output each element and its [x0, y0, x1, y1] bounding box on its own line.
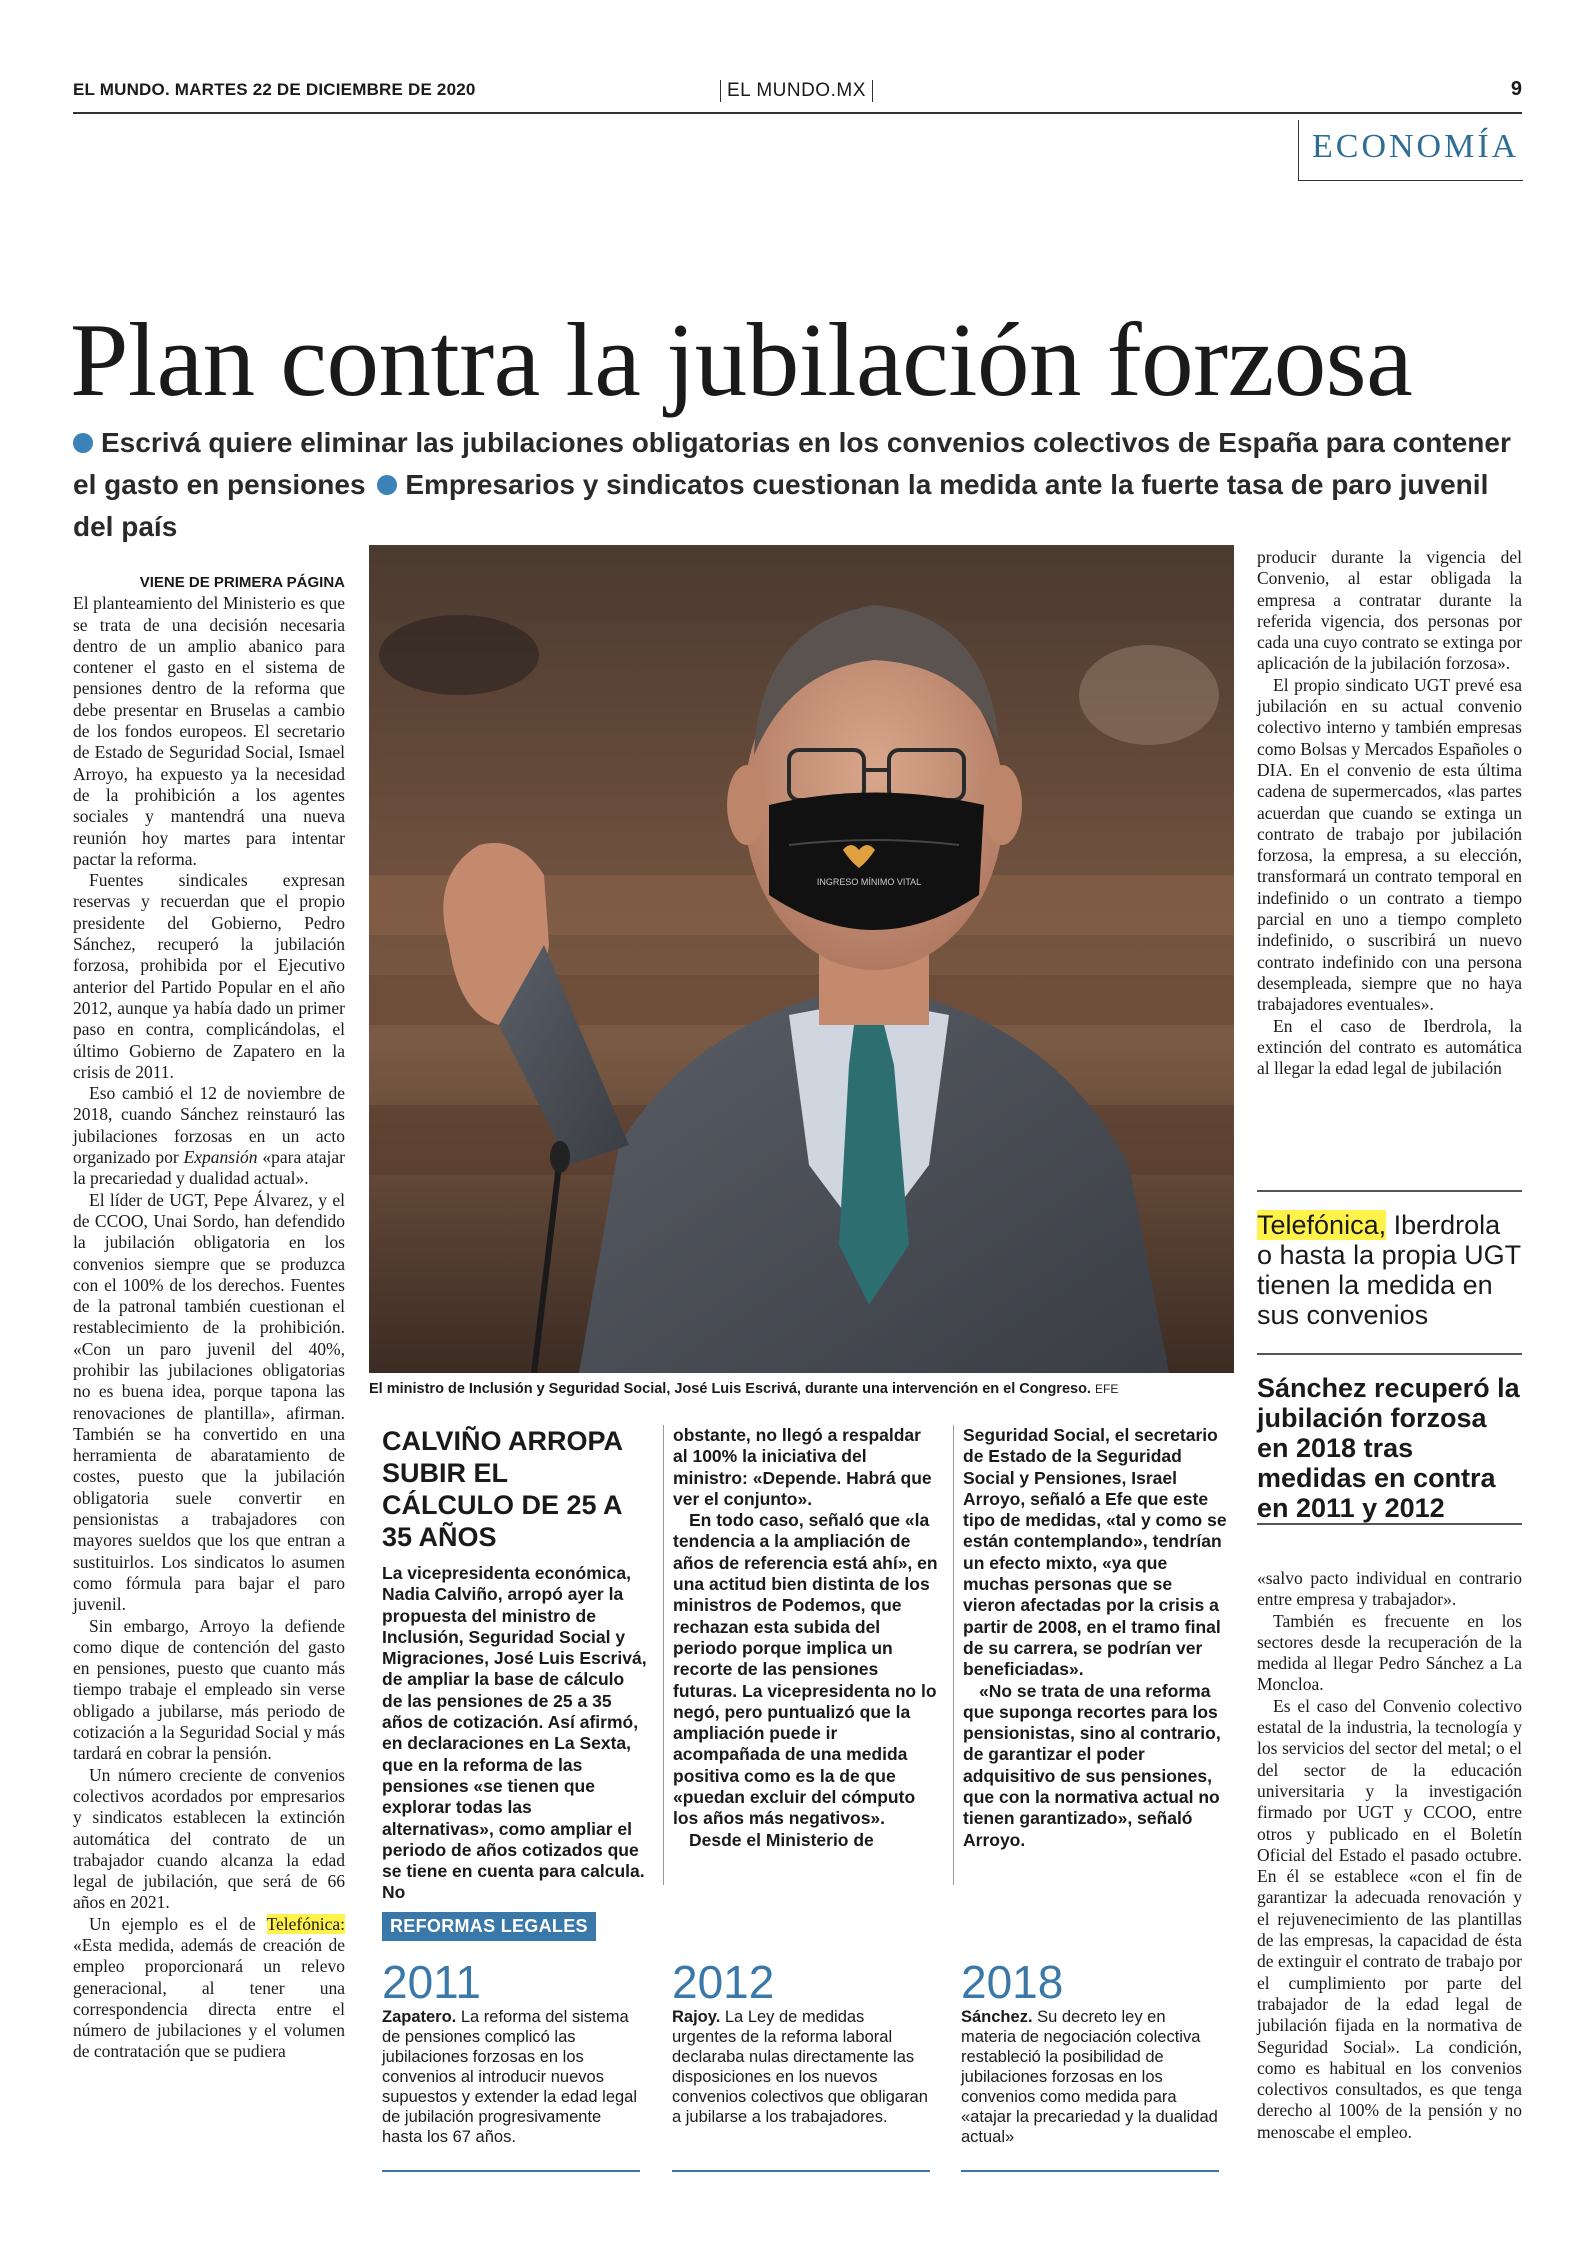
- paragraph: En el caso de Iberdrola, la extinción del contrato es automática al llegar la edad legal de jubilación: [1257, 1015, 1522, 1079]
- paragraph: En todo caso, señaló que «la tendencia a la ampliación de años de referencia está ahí», en una actitud bien distinta de los ministros de Podemos, que rechazan esta subida del periodo porque implica un recorte de las pensiones futuras. La vicepresidenta no lo negó, pero puntualizó que la ampliación puede ir acompañada de una medida positiva como es la de que «puedan excluir del cómputo los años más negativos».: [673, 1510, 938, 1829]
- bullet-dot-icon: [73, 433, 93, 453]
- paragraph: También es frecuente en los sectores desde la recuperación de la medida al llegar Pedro Sánchez a La Moncloa.: [1257, 1610, 1522, 1695]
- paragraph: Es el caso del Convenio colectivo estatal de la industria, la tecnología y los servicios del sector del metal; o el del sector de la educación universitaria y la investigación firmado por UGT y CCOO, entre otros y publicado en el Boletín Oficial del Estado el pasado octubre. En él se establece «con el fin de garantizar la adecuada renovación y el rejuvenecimiento de las plantillas de las empresas, la capacidad de ésta de extinguir el contrato de trabajo por el cumplimiento por parte del trabajador de la edad legal de jubilación fijada en la normativa de Seguridad Social». La condición, como es habitual en los convenios colectivos consultados, es que tenga derecho al 100% de la pensión y no menoscabe el empleo.: [1257, 1695, 1522, 2142]
- minister-photo: [369, 545, 1234, 1373]
- page-number: 9: [1510, 78, 1522, 100]
- reform-rule: [961, 2170, 1219, 2172]
- bullet-dot-icon: [377, 475, 397, 495]
- reform-text: Sánchez. Su decreto ley en materia de negociación colectiva restableció la posibilidad de jubilaciones forzosas en los convenios como medida para «atajar la precariedad y la dualidad actual»: [961, 2008, 1218, 2146]
- photo: [369, 545, 1234, 1373]
- reform-year: 2011: [382, 1956, 481, 2008]
- paragraph: Desde el Ministerio de: [689, 1829, 874, 1850]
- reform-rule: [672, 2170, 930, 2172]
- newspaper-dateline: EL MUNDO. MARTES 22 DE DICIEMBRE DE 2020: [73, 80, 476, 99]
- paragraph: producir durante la vigencia del Convenio, al estar obligada la empresa a contratar durante la referida vigencia, dos personas por cada una cuyo contrato se extinga por aplicación de la jubilación forzosa».: [1257, 547, 1522, 674]
- paragraph: Seguridad Social, el secretario de Estado de la Seguridad Social y Pensiones, Israel Arroyo, señaló a Efe que este tipo de medidas, «tal y como se están contemplando», tendrían un efecto mixto, «ya que muchas personas que se vieron afectadas por la crisis a partir de 2008, en el tramo final de su carrera, se podrían ver beneficiadas».: [963, 1425, 1227, 1680]
- pullquote-rule: [1257, 1523, 1522, 1525]
- reform-text: Zapatero. La reforma del sistema de pensiones complicó las jubilaciones forzosas en los convenios al introducir nuevos supuestos y extender la edad legal de jubilación progresivamente hasta los 67 años.: [382, 2008, 638, 2146]
- column-divider: [953, 1425, 954, 1885]
- reform-rule: [382, 2170, 640, 2172]
- paragraph: El planteamiento del Ministerio es que se trata de una decisión necesaria dentro de un amplio abanico para contener el gasto en el sistema de pensiones dentro de la reforma que debe presentar en Bruselas a cambio de los fondos europeos. El secretario de Estado de Seguridad Social, Ismael Arroyo, ha expuesto ya la necesidad de la prohibición a los agentes sociales y mantendrá una nueva reunión hoy martes para intentar pactar la reforma.: [73, 593, 345, 869]
- header-rule: [73, 112, 1522, 114]
- pullquote-sanchez: Sánchez recuperó la jubilación forzosa en 2018 tras medidas en contra en 2011 y 2012: [1257, 1373, 1520, 1523]
- paragraph: «No se trata de una reforma que suponga recortes para los pensionistas, sino al contrario, de garantizar el poder adquisitivo de sus pensiones, que con la normativa actual no tienen garantizado», señaló Arroyo.: [963, 1680, 1221, 1850]
- paragraph: obstante, no llegó a respaldar al 100% la iniciativa del ministro: «Depende. Habrá que ver el conjunto».: [673, 1425, 932, 1509]
- reform-text: Rajoy. La Ley de medidas urgentes de la reforma laboral declaraba nulas directamente las disposiciones en los nuevos convenios colectivos que obligaran a jubilarse a los trabajadores.: [672, 2008, 928, 2126]
- column-divider: [663, 1425, 664, 1885]
- paragraph: Fuentes sindicales expresan reservas y recuerdan que el propio presidente del Gobierno, Pedro Sánchez, recuperó la jubilación forzosa, prohibida por el Ejecutivo anterior del Partido Popular en el año 2012, aunque ya había dado un primer paso en contra, complicándolas, el último Gobierno de Zapatero en la crisis de 2011.: [73, 870, 345, 1082]
- sidebar-column-2: [673, 1425, 938, 1851]
- highlighted-text: Telefónica:: [266, 1913, 345, 1934]
- highlighted-text: Telefónica,: [1257, 1210, 1387, 1240]
- subheads: [73, 422, 1533, 548]
- article-column-1: [73, 572, 345, 2063]
- article-column-5-top: [1257, 547, 1522, 1079]
- paragraph: «salvo pacto individual en contrario entre empresa y trabajador».: [1257, 1568, 1522, 1610]
- paragraph: Un ejemplo es el de Telefónica: «Esta medida, además de creación de empleo proporcionará un relevo generacional, al tener una correspondencia directa entre el número de jubilaciones y el volumen de contratación que se pudiera: [73, 1913, 345, 2062]
- paragraph: El propio sindicato UGT prevé esa jubilación en su actual convenio colectivo interno y también empresas como Bolsas y Mercados Españoles o DIA. En el convenio de esta última cadena de supermercados, «las partes acuerdan que cuando se extinga un contrato de trabajo por jubilación forzosa, la empresa, a su elección, transformará un contrato temporal en indefinido o un contrato a tiempo parcial en uno a tiempo completo indefinido, o suscribirá un nuevo contrato indefinido con una persona desempleada, siempre que no haya trabajadores eventuales».: [1257, 674, 1522, 1015]
- pullquote-telefonica: Telefónica, Iberdrola o hasta la propia UGT tienen la medida en sus convenios: [1257, 1210, 1521, 1330]
- pullquote-rule: [1257, 1190, 1522, 1192]
- subhead-2: Empresarios y sindicatos cuestionan la medida ante la fuerte tasa de paro juvenil del país: [73, 469, 1489, 542]
- paragraph: Un número creciente de convenios colectivos acordados por empresarios y sindicatos establecen la extinción automática del contrato de un trabajador cuando alcanza la edad legal de jubilación, que será de 66 años en 2021.: [73, 1764, 345, 1913]
- sidebar-title: CALVIÑO ARROPA SUBIR EL CÁLCULO DE 25 A 35 AÑOS: [382, 1426, 622, 1552]
- photo-caption: El ministro de Inclusión y Seguridad Social, José Luis Escrivá, durante una intervención en el Congreso. EFE: [369, 1381, 1119, 1397]
- sidebar-column-3: [963, 1425, 1228, 1851]
- kicker: VIENE DE PRIMERA PÁGINA: [139, 574, 345, 591]
- photo-credit: EFE: [1095, 1382, 1119, 1396]
- paragraph: La vicepresidenta económica, Nadia Calviño, arropó ayer la propuesta del ministro de Inclusión, Seguridad Social y Migraciones, José Luis Escrivá, de ampliar la base de cálculo de las pensiones de 25 a 35 años de cotización. Así afirmó, en declaraciones en La Sexta, que en la reforma de las pensiones «se tienen que explorar todas las alternativas», como ampliar el periodo de años cotizados que se tiene en cuenta para calcula. No: [382, 1563, 647, 1903]
- reform-year: 2012: [672, 1956, 775, 2008]
- mask-text: INGRESO MÍNIMO VITAL: [816, 877, 922, 887]
- website-label: EL MUNDO.MX: [720, 80, 873, 102]
- reform-year: 2018: [961, 1956, 1064, 2008]
- paragraph: Eso cambió el 12 de noviembre de 2018, cuando Sánchez reinstauró las jubilaciones forzosas en un acto organizado por Expansión «para atajar la precariedad y dualidad actual».: [73, 1083, 345, 1189]
- headline: Plan contra la jubilación forzosa: [70, 301, 1413, 418]
- section-label: ECONOMÍA: [1312, 128, 1520, 165]
- paragraph: El líder de UGT, Pepe Álvarez, y el de CCOO, Unai Sordo, han defendido la jubilación obligatoria en los convenios siempre que se produzca con el 100% de los derechos. Fuentes de la patronal también cuestionan el restablecimiento de la prohibición. «Con un paro juvenil del 40%, prohibir las jubilaciones obligatorias no es buena idea, porque tapona las renovaciones de plantilla», afirman. También se ha convertido en una herramienta de abaratamiento de costes, puesto que la jubilación obligatoria suele convertir en pensionistas a trabajadores con mayores sueldos que los que entran a sustituirlos. Los sindicatos lo asumen como fórmula para bajar el paro juvenil.: [73, 1189, 345, 1615]
- reformas-tag: REFORMAS LEGALES: [382, 1912, 596, 1941]
- article-column-5-bottom: [1257, 1568, 1522, 2143]
- sidebar-column-1: [382, 1563, 647, 1904]
- subhead-1: Escrivá quiere eliminar las jubilaciones obligatorias en los convenios colectivos de España para contener el gasto en pensiones: [73, 427, 1511, 500]
- pullquote-rule: [1257, 1353, 1522, 1355]
- paragraph: Sin embargo, Arroyo la defiende como dique de contención del gasto en pensiones, puesto que cuanto más tiempo trabaje el empleado sin verse obligado a jubilarse, más periodo de cotización a la Seguridad Social y más tardará en cobrar la pensión.: [73, 1615, 345, 1764]
